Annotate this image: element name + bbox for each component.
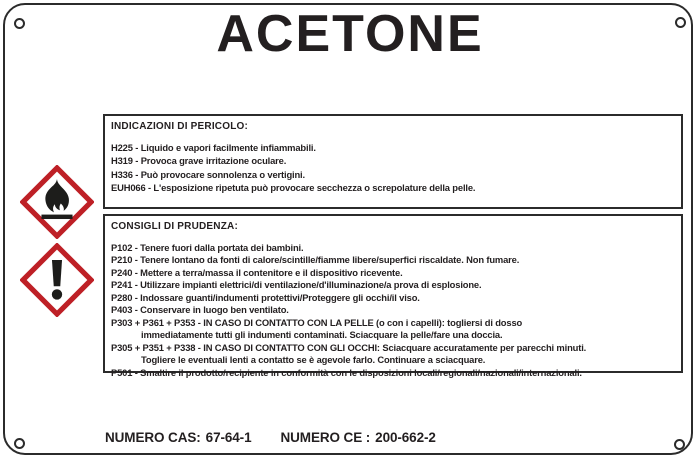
precaution-statement: P210 - Tenere lontano da fonti di calore/scintille/fiamme libere/superfici riscaldate. Non fumare. xyxy=(111,254,520,266)
precaution-statement: P303 + P361 + P353 - IN CASO DI CONTATTO CON LA PELLE (o con i capelli): togliersi di dosso xyxy=(111,316,523,328)
hazard-statements-box xyxy=(103,114,683,209)
precaution-statement-continuation: Togliere le eventuali lenti a contatto se è agevole farlo. Continuare a sciacquare. xyxy=(141,354,486,366)
hazard-statement: H225 - Liquido e vapori facilmente infiammabili. xyxy=(111,142,316,153)
ce-number-value: 200-662-2 xyxy=(375,430,436,445)
precaution-statement: P305 + P351 + P338 - IN CASO DI CONTATTO CON GLI OCCHI: Sciacquare accuratamente per parecchi minuti. xyxy=(111,341,587,353)
precaution-statement-continuation: immediatamente tutti gli indumenti contaminati. Sciacquare la pelle/fare una doccia. xyxy=(141,329,503,341)
precaution-statement: P241 - Utilizzare impianti elettrici/di ventilazione/d'illuminazione/a prova di esplosione. xyxy=(111,279,482,291)
mounting-hole-bottom-left xyxy=(14,438,25,449)
ghs-exclamation-pictogram-icon xyxy=(20,243,94,317)
mounting-hole-bottom-right xyxy=(674,439,685,450)
chemical-name-title: ACETONE xyxy=(216,5,484,63)
cas-number-value: 67-64-1 xyxy=(205,430,252,445)
hazard-statement: H336 - Può provocare sonnolenza o vertigini. xyxy=(111,168,305,180)
identifier-numbers-row xyxy=(105,430,436,445)
hazard-statement: H319 - Provoca grave irritazione oculare. xyxy=(111,155,287,167)
precaution-statement: P102 - Tenere fuori dalla portata dei bambini. xyxy=(111,242,304,253)
precautionary-statements-box xyxy=(103,214,683,378)
cas-number xyxy=(105,430,252,445)
hazard-box-header: INDICAZIONI DI PERICOLO: xyxy=(111,121,249,132)
precaution-statement: P280 - Indossare guanti/indumenti protettivi/Proteggere gli occhi/il viso. xyxy=(111,291,420,303)
precaution-statement: P501 - Smaltire il prodotto/recipiente in conformità con le disposizioni locali/regionali/nazionali/internazionali. xyxy=(111,366,582,378)
ce-number-label: NUMERO CE : xyxy=(280,430,371,445)
precaution-box-header: CONSIGLI DI PRUDENZA: xyxy=(111,221,238,232)
cas-number-label: NUMERO CAS: xyxy=(105,430,201,445)
ghs-flame-pictogram-icon xyxy=(20,165,94,239)
precaution-statement: P240 - Mettere a terra/massa il contenitore e il dispositivo ricevente. xyxy=(111,266,403,278)
hazard-statement: EUH066 - L'esposizione ripetuta può provocare secchezza o screpolature della pelle. xyxy=(111,181,476,193)
precaution-statement: P403 - Conservare in luogo ben ventilato. xyxy=(111,304,289,316)
ce-number xyxy=(281,430,436,445)
